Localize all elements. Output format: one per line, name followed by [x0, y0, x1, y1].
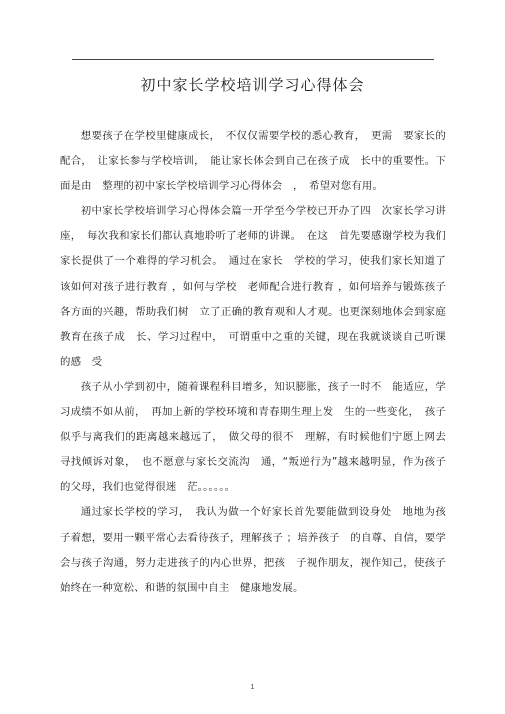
- paragraph-2: 初中家长学校培训学习心得体会篇一开学至今学校已开办了四 次家长学习讲座， 每次我和家长们都认真地聆听了老师的讲课。 在这 首先要感谢学校为我们家长提供了一个难得的学习机会。 通过在家长 学校的学习，使我们家长知道了该如何对孩子进行教育 ，如何与学校 老师配合进行教育 ，如何培养与锻炼孩子各方面的兴趣，帮助我们树 立了正确的教育观和人才观。也更深刻地体会到家庭教育在孩子成 长、学习过程中， 可谓重中之重的关键，现在我就谈谈自己听课的感 受: [60, 205, 446, 368]
- paragraph-4: 通过家长学校的学习， 我认为做一个好家长首先要能做到设身处 地地为孩子着想，要用一颗平常心去看待孩子，理解孩子 ；培养孩子 的自尊、自信，要学会与孩子沟通，努力走进孩子的内心世界，把孩 子视作朋友，视作知己，使孩子始终在一种宽松、和谐的氛围中自主 健康地发展。: [60, 506, 446, 594]
- document-title: 初中家长学校培训学习心得体会: [140, 76, 365, 94]
- page-number: 1: [250, 684, 255, 691]
- document-body: [60, 124, 446, 601]
- paragraph-1: 想要孩子在学校里健康成长， 不仅仅需要学校的悉心教育， 更需 要家长的配合， 让家长参与学校培训， 能让家长体会到自己在孩子成 长中的重要性。下面是由 整理的初中家长学校培训学习心得体会 ， 希望对您有用。: [60, 130, 446, 193]
- paragraph-3: 孩子从小学到初中，随着课程科目增多，知识膨胀，孩子一时不 能适应，学习成绩不如从前， 再加上新的学校环境和青春期生理上发 生的一些变化， 孩子似乎与离我们的距离越来越远了， 做父母的很不 理解，有时候他们宁愿上网去寻找倾诉对象， 也不愿意与家长交流沟 通，“叛逆行为”越来越明显，作为孩子的父母，我们也觉得很迷 茫。。。。。。: [60, 380, 446, 494]
- header-rule: [72, 59, 434, 60]
